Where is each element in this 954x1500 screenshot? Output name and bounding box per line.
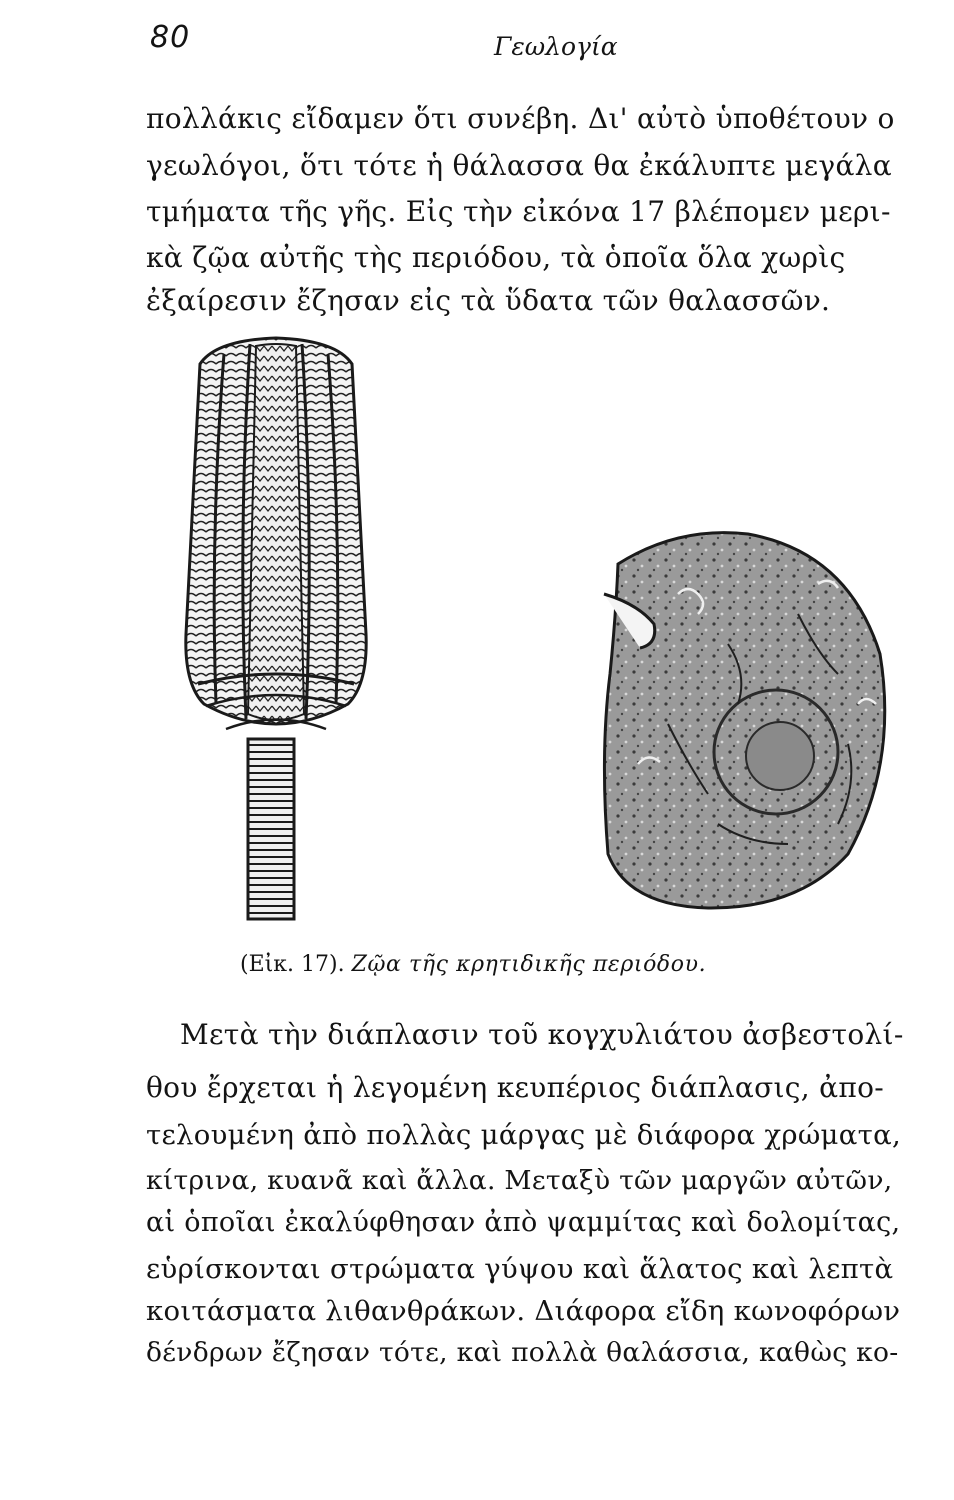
ammonite-fossil-icon (598, 524, 898, 914)
figure-reference: (Εἰκ. 17). (240, 952, 345, 977)
text-line: θου ἔρχεται ἡ λεγομένη κευπέριος διάπλασις, ἀπο- (146, 1071, 885, 1104)
text-line: πολλάκις εἴδαμεν ὅτι συνέβη. Δι' αὐτὸ ὑποθέτουν ο (146, 102, 895, 135)
figure-caption-text: Ζῷα τῆς κρητιδικῆς περιόδου. (351, 952, 707, 977)
figure-caption (240, 952, 706, 977)
text-line: αἱ ὁποῖαι ἐκαλύφθησαν ἀπὸ ψαμμίτας καὶ δολομίτας, (146, 1207, 901, 1238)
text-line: Μετὰ τὴν διάπλασιν τοῦ κογχυλιάτου ἀσβεστολί- (180, 1018, 904, 1051)
text-line: εὑρίσκονται στρώματα γύψου καὶ ἅλατος καὶ λεπτὰ (146, 1253, 894, 1285)
text-line: δένδρων ἔζησαν τότε, καὶ πολλὰ θαλάσσια, καθὼς κο- (146, 1337, 899, 1368)
text-line: κὰ ζῷα αὐτῆς τὴς περιόδου, τὰ ὁποῖα ὅλα χωρὶς (146, 241, 846, 274)
running-title: Γεωλογία (494, 32, 618, 61)
text-line: γεωλόγοι, ὅτι τότε ἡ θάλασσα θα ἐκάλυπτε μεγάλα (146, 149, 892, 182)
page-number: 80 (150, 20, 191, 55)
text-line: τελουμένη ἀπὸ πολλὰς μάργας μὲ διάφορα χρώματα, (146, 1119, 902, 1151)
text-line: τμήματα τῆς γῆς. Εἰς τὴν εἰκόνα 17 βλέπομεν μερι- (146, 195, 891, 228)
crinoid-fossil-icon (176, 334, 376, 924)
text-line: κίτρινα, κυανᾶ καὶ ἄλλα. Μεταξὺ τῶν μαργῶν αὐτῶν, (146, 1165, 893, 1196)
text-line: ἐξαίρεσιν ἔζησαν εἰς τὰ ὕδατα τῶν θαλασσῶν. (146, 284, 831, 317)
text-line: κοιτάσματα λιθανθράκων. Διάφορα εἴδη κωνοφόρων (146, 1295, 901, 1327)
